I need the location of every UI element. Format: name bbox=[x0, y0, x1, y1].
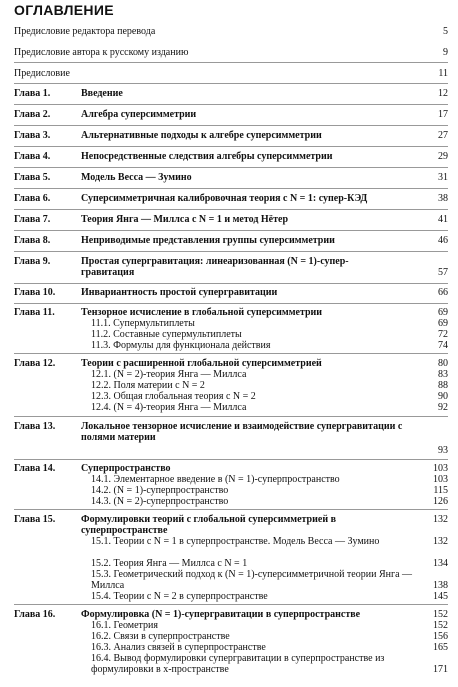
section-page: 156 bbox=[433, 631, 448, 642]
chapter-title: Локальное тензорное исчисление и взаимодействие супергравитации с полями материи bbox=[81, 421, 403, 443]
entry-page: 31 bbox=[438, 172, 448, 183]
divider bbox=[14, 230, 448, 231]
section-page: 152 bbox=[433, 620, 448, 631]
divider bbox=[14, 251, 448, 252]
section-page: 103 bbox=[433, 474, 448, 485]
chapter-label: Глава 12. bbox=[14, 358, 56, 369]
divider bbox=[14, 83, 448, 84]
divider bbox=[14, 125, 448, 126]
section-page: 165 bbox=[433, 642, 448, 653]
chapter-title: Модель Весса — Зумино bbox=[81, 172, 192, 183]
entry-title: Предисловие автора к русскому изданию bbox=[14, 47, 189, 58]
divider bbox=[14, 188, 448, 189]
divider bbox=[14, 353, 448, 354]
chapter-title: Альтернативные подходы к алгебре суперсимметрии bbox=[81, 130, 322, 141]
section-title: 15.2. Теория Янга — Миллса с N = 1 bbox=[91, 558, 248, 569]
chapter-label: Глава 15. bbox=[14, 514, 56, 525]
entry-page: 5 bbox=[443, 26, 448, 37]
section-page: 134 bbox=[433, 558, 448, 569]
section-page: 88 bbox=[438, 380, 448, 391]
section-title: 15.1. Теории с N = 1 в суперпространстве. Модель Весса — Зумино bbox=[91, 536, 380, 547]
section-entry bbox=[91, 569, 448, 591]
chapter-label: Глава 8. bbox=[14, 235, 51, 246]
chapter-label: Глава 9. bbox=[14, 256, 51, 267]
chapter-title: Теория Янга — Миллса с N = 1 и метод Нётер bbox=[81, 214, 289, 225]
divider bbox=[14, 303, 448, 304]
divider bbox=[14, 146, 448, 147]
chapter-label: Глава 2. bbox=[14, 109, 51, 120]
entry-page: 29 bbox=[438, 151, 448, 162]
section-page: 115 bbox=[433, 485, 448, 496]
entry-title: Предисловие редактора перевода bbox=[14, 26, 156, 37]
section-title: 12.3. Общая глобальная теория с N = 2 bbox=[91, 391, 256, 402]
section-title: 12.1. (N = 2)-теория Янга — Миллса bbox=[91, 369, 247, 380]
entry-page: 9 bbox=[443, 47, 448, 58]
section-title: 16.4. Вывод формулировки супергравитации в суперпространстве из формулировки в x-пространстве bbox=[91, 653, 385, 675]
section-page: 92 bbox=[438, 402, 448, 413]
chapter-title: Непосредственные следствия алгебры суперсимметрии bbox=[81, 151, 333, 162]
entry-page: 12 bbox=[438, 88, 448, 99]
section-title: 12.4. (N = 4)-теория Янга — Миллса bbox=[91, 402, 247, 413]
entry-page: 46 bbox=[438, 235, 448, 246]
section-page: 132 bbox=[433, 536, 448, 547]
entry-page: 41 bbox=[438, 214, 448, 225]
chapter-label: Глава 3. bbox=[14, 130, 51, 141]
chapter-title: Формулировки теорий с глобальной суперсимметрией в суперпространстве bbox=[81, 514, 336, 536]
divider bbox=[14, 167, 448, 168]
section-entry bbox=[91, 653, 448, 677]
section-page: 171 bbox=[433, 664, 448, 675]
entry-title: Предисловие bbox=[14, 68, 70, 79]
chapter-title: Алгебра суперсимметрии bbox=[81, 109, 197, 120]
divider bbox=[14, 509, 448, 510]
chapter-label: Глава 11. bbox=[14, 307, 55, 318]
chapter-entry bbox=[14, 421, 448, 456]
entry-page: 17 bbox=[438, 109, 448, 120]
section-title: 11.3. Формулы для функционала действия bbox=[91, 340, 271, 351]
section-title: 12.2. Поля материи с N = 2 bbox=[91, 380, 205, 391]
chapter-title: Введение bbox=[81, 88, 123, 99]
section-page: 72 bbox=[438, 329, 448, 340]
chapter-label: Глава 1. bbox=[14, 88, 51, 99]
chapter-title: Инвариантность простой супергравитации bbox=[81, 287, 278, 298]
divider bbox=[14, 283, 448, 284]
entry-page: 38 bbox=[438, 193, 448, 204]
section-title: 16.2. Связи в суперпространстве bbox=[91, 631, 230, 642]
section-page: 69 bbox=[438, 318, 448, 329]
chapter-label: Глава 13. bbox=[14, 421, 56, 432]
section-title: 16.3. Анализ связей в суперпространстве bbox=[91, 642, 266, 653]
chapter-label: Глава 14. bbox=[14, 463, 56, 474]
chapter-title: Формулировка (N = 1)-супергравитации в суперпространстве bbox=[81, 609, 361, 620]
chapter-label: Глава 5. bbox=[14, 172, 51, 183]
section-title: 11.2. Составные супермультиплеты bbox=[91, 329, 242, 340]
entry-page: 93 bbox=[438, 445, 448, 456]
section-title: 15.3. Геометрический подход к (N = 1)-суперсимметричной теории Янга — Миллса bbox=[91, 569, 413, 591]
entry-page: 103 bbox=[433, 463, 448, 474]
entry-page: 69 bbox=[438, 307, 448, 318]
chapter-title: Тензорное исчисление в глобальной суперсимметрии bbox=[81, 307, 323, 318]
section-page: 138 bbox=[433, 580, 448, 591]
divider bbox=[14, 209, 448, 210]
chapter-label: Глава 4. bbox=[14, 151, 51, 162]
chapter-label: Глава 10. bbox=[14, 287, 56, 298]
chapter-entry bbox=[14, 256, 448, 280]
section-title: 16.1. Геометрия bbox=[91, 620, 158, 631]
section-title: 15.4. Теории с N = 2 в суперпространстве bbox=[91, 591, 268, 602]
entry-page: 152 bbox=[433, 609, 448, 620]
entry-page: 57 bbox=[438, 267, 448, 278]
chapter-title: Теории с расширенной глобальной суперсимметрией bbox=[81, 358, 322, 369]
section-entry bbox=[91, 536, 448, 558]
divider bbox=[14, 62, 448, 63]
divider bbox=[14, 604, 448, 605]
chapter-title: Суперпространство bbox=[81, 463, 171, 474]
section-title: 14.2. (N = 1)-суперпространство bbox=[91, 485, 229, 496]
chapter-title-cont: гравитация bbox=[81, 267, 135, 278]
section-title: 14.3. (N = 2)-суперпространство bbox=[91, 496, 229, 507]
section-page: 126 bbox=[433, 496, 448, 507]
chapter-title: Суперсимметричная калибровочная теория с N = 1: супер-КЭД bbox=[81, 193, 368, 204]
chapter-label: Глава 16. bbox=[14, 609, 56, 620]
chapter-label: Глава 7. bbox=[14, 214, 51, 225]
section-page: 74 bbox=[438, 340, 448, 351]
divider bbox=[14, 104, 448, 105]
chapter-label: Глава 6. bbox=[14, 193, 51, 204]
chapter-title: Простая супергравитация: линеаризованная (N = 1)-супер- bbox=[81, 256, 349, 267]
section-title: 11.1. Супермультиплеты bbox=[91, 318, 195, 329]
entry-page: 66 bbox=[438, 287, 448, 298]
section-title: 14.1. Элементарное введение в (N = 1)-суперпространство bbox=[91, 474, 340, 485]
chapter-entry bbox=[14, 514, 448, 538]
divider bbox=[14, 459, 448, 460]
section-page: 90 bbox=[438, 391, 448, 402]
entry-page: 27 bbox=[438, 130, 448, 141]
entry-page: 132 bbox=[433, 514, 448, 525]
divider bbox=[14, 416, 448, 417]
toc-heading: ОГЛАВЛЕНИЕ bbox=[14, 2, 114, 18]
section-page: 145 bbox=[433, 591, 448, 602]
chapter-title: Неприводимые представления группы суперсимметрии bbox=[81, 235, 335, 246]
entry-page: 11 bbox=[438, 68, 448, 79]
section-page: 83 bbox=[438, 369, 448, 380]
entry-page: 80 bbox=[438, 358, 448, 369]
